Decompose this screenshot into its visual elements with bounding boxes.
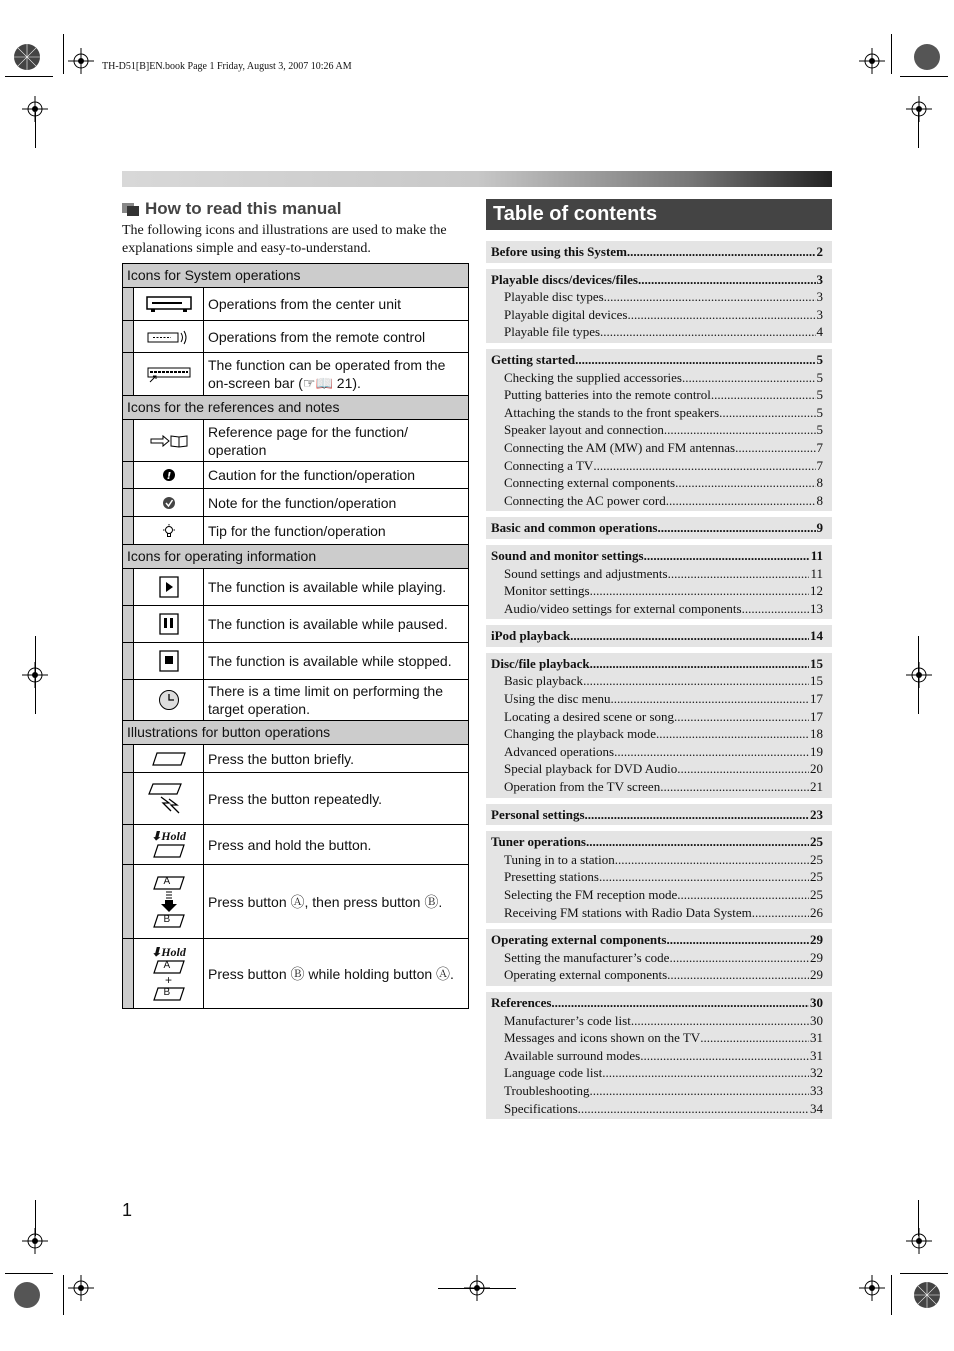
toc-entry-label: Monitor settings (504, 583, 590, 599)
toc-entry-label: Audio/video settings for external components (504, 600, 742, 616)
toc-entry-page: 31 (810, 1047, 823, 1063)
toc-entry-label: Connecting the AM (MW) and FM antennas (504, 439, 736, 455)
table-row (123, 288, 468, 321)
toc-entry-label: Sound and monitor settings (491, 547, 644, 563)
how-to-read-heading (122, 198, 469, 220)
toc-entry-label: Operation from the TV screen (504, 779, 661, 795)
toc-entry-label: iPod playback (491, 628, 571, 644)
center-unit-icon (146, 295, 192, 313)
toc-section (486, 517, 832, 539)
section-header: Illustrations for button operations (123, 721, 468, 745)
toc-entry[interactable] (491, 760, 823, 778)
toc-leader-dots (586, 833, 809, 851)
toc-entry-page: 18 (810, 726, 823, 742)
table-row (123, 773, 468, 825)
toc-entry[interactable] (491, 725, 823, 743)
toc-leader-dots (627, 306, 815, 324)
crosshair-icon (906, 96, 932, 122)
toc-entry-page: 4 (816, 324, 823, 340)
toc-entry-page: 11 (810, 565, 823, 581)
toc-leader-dots (675, 474, 815, 492)
toc-leader-dots (589, 1082, 809, 1100)
toc-section-heading[interactable] (491, 271, 823, 289)
toc-entry-label: Special playback for DVD Audio (504, 761, 678, 777)
row-text: The function is available while stopped. (204, 643, 468, 679)
down-arrow-icon: ⬇ (151, 829, 162, 843)
row-text: Press button Ⓑ while holding button Ⓐ. (204, 939, 468, 1008)
down-arrow-icon: ⬇ (151, 944, 162, 959)
toc-entry[interactable] (491, 886, 823, 904)
toc-entry-page: 29 (810, 932, 823, 948)
toc-entry-page: 7 (816, 439, 823, 455)
toc-section-heading[interactable] (491, 655, 823, 673)
on-screen-bar-icon (146, 364, 192, 384)
registration-disc-icon (13, 1281, 41, 1309)
toc-entry-page: 7 (816, 457, 823, 473)
toc-entry[interactable] (491, 582, 823, 600)
toc-entry-page: 9 (816, 520, 823, 536)
section-header: Icons for the references and notes (123, 396, 468, 420)
toc-leader-dots (660, 778, 809, 796)
section-bullet-icon (122, 202, 140, 216)
play-icon (158, 575, 180, 599)
toc-leader-dots (656, 725, 809, 743)
row-text: Press the button repeatedly. (204, 773, 468, 824)
toc-entry-label: Manufacturer’s code list (504, 1012, 631, 1028)
toc-entry-label: Playable discs/devices/files (491, 271, 638, 287)
toc-entry-label: Connecting external components (504, 475, 676, 491)
toc-leader-dots (719, 404, 815, 422)
toc-leader-dots (742, 600, 809, 618)
row-text: Press the button briefly. (204, 745, 468, 772)
toc-entry[interactable] (491, 474, 823, 492)
toc-entry-label: Attaching the stands to the front speakers (504, 404, 720, 420)
toc-entry[interactable] (491, 672, 823, 690)
row-text: The function is available while playing. (204, 569, 468, 605)
row-text: Caution for the function/operation (204, 462, 468, 488)
toc-leader-dots (677, 760, 809, 778)
registration-disc-icon (913, 1281, 941, 1309)
toc-entry-page: 8 (816, 492, 823, 508)
how-to-read-section (122, 198, 469, 258)
button-a-label: A (163, 959, 171, 971)
toc-entry-page: 11 (810, 547, 823, 563)
button-a-label: A (163, 875, 171, 887)
row-text: Note for the function/operation (204, 489, 468, 516)
row-text: Reference page for the function/ operation (204, 420, 468, 461)
toc-entry-label: Presetting stations (504, 869, 599, 885)
toc-section (486, 241, 832, 263)
crosshair-icon (906, 1228, 932, 1254)
toc-entry[interactable] (491, 1047, 823, 1065)
toc-leader-dots (700, 1029, 809, 1047)
reference-page-icon (149, 433, 189, 449)
toc-leader-dots (590, 582, 809, 600)
remote-control-icon (147, 329, 191, 345)
crosshair-icon (859, 1275, 885, 1301)
section-header: Icons for System operations (123, 264, 468, 288)
toc-entry-label: Tuning in to a station (504, 851, 615, 867)
toc-entry-label: Operating external components (504, 967, 668, 983)
toc-entry[interactable] (491, 690, 823, 708)
toc-section (486, 545, 832, 619)
down-arrow-icon (160, 891, 178, 913)
toc-entry-label: Receiving FM stations with Radio Data System (504, 904, 752, 920)
toc-entry-label: Troubleshooting (504, 1082, 590, 1098)
row-text: Press and hold the button. (204, 825, 468, 864)
tip-icon (162, 524, 176, 538)
hold-label: Hold (161, 944, 186, 959)
toc-section (486, 653, 832, 798)
toc-entry[interactable] (491, 492, 823, 510)
row-text: Tip for the function/operation (204, 517, 468, 544)
toc-entry-page: 25 (810, 851, 823, 867)
toc-leader-dots (593, 457, 815, 475)
registration-disc-icon (13, 43, 41, 71)
toc-entry-label: Connecting the AC power cord (504, 492, 666, 508)
toc-entry[interactable] (491, 778, 823, 796)
toc-entry[interactable] (491, 369, 823, 387)
button-hold-icon (152, 843, 186, 859)
toc-section (486, 929, 832, 986)
toc-entry-page: 8 (816, 475, 823, 491)
toc-leader-dots (602, 1064, 809, 1082)
table-row (123, 517, 468, 545)
caution-icon (162, 468, 176, 482)
toc-section (486, 349, 832, 511)
toc-entry[interactable] (491, 457, 823, 475)
button-press-icon (151, 750, 187, 768)
note-icon (162, 496, 176, 510)
toc-entry-label: Using the disc menu (504, 691, 611, 707)
toc-entry-label: Changing the playback mode (504, 726, 656, 742)
toc-entry-label: References (491, 994, 552, 1010)
toc-entry-page: 2 (816, 244, 823, 259)
toc-leader-dots (638, 271, 816, 289)
toc-leader-dots (735, 439, 815, 457)
toc-entry-label: Speaker layout and connection (504, 422, 664, 438)
toc-section (486, 804, 832, 826)
toc-entry[interactable] (491, 904, 823, 922)
crosshair-icon (906, 662, 932, 688)
toc-section-heading[interactable] (491, 833, 823, 851)
toc-entry-page: 30 (810, 1012, 823, 1028)
toc-entry[interactable] (491, 306, 823, 324)
toc-entry[interactable] (491, 1082, 823, 1100)
toc-section-heading[interactable] (491, 931, 823, 949)
toc-entry-page: 5 (816, 422, 823, 438)
toc-entry[interactable] (491, 1012, 823, 1030)
toc-entry-page: 13 (810, 600, 823, 616)
toc-entry-page: 19 (810, 743, 823, 759)
toc-leader-dots (657, 519, 815, 537)
toc-entry-page: 21 (810, 779, 823, 795)
toc-entry[interactable] (491, 600, 823, 618)
toc-entry-page: 12 (810, 583, 823, 599)
toc-entry[interactable] (491, 1064, 823, 1082)
toc-entry-label: Operating external components (491, 932, 667, 948)
toc-entry-label: Basic and common operations (491, 520, 658, 536)
stop-icon (158, 649, 180, 673)
toc-leader-dots (752, 904, 809, 922)
toc-section (486, 625, 832, 647)
toc-leader-dots (631, 1012, 809, 1030)
toc-leader-dots (585, 806, 809, 824)
toc-entry-page: 29 (810, 967, 823, 983)
toc-leader-dots (677, 886, 809, 904)
toc-section (486, 269, 832, 343)
toc-entry-label: Tuner operations (491, 834, 586, 850)
section-header: Icons for operating information (123, 545, 468, 569)
table-row (123, 321, 468, 353)
book-info: TH-D51[B]EN.book Page 1 Friday, August 3, 2007 10:26 AM (102, 61, 352, 72)
toc-entry[interactable] (491, 288, 823, 306)
toc-entry-page: 5 (816, 369, 823, 385)
toc-entry[interactable] (491, 851, 823, 869)
toc-section (486, 992, 832, 1119)
toc-entry-page: 32 (810, 1065, 823, 1081)
toc-leader-dots (674, 708, 809, 726)
toc-entry[interactable] (491, 386, 823, 404)
toc-entry[interactable] (491, 323, 823, 341)
toc-entry-page: 25 (810, 869, 823, 885)
toc-section-heading[interactable] (491, 547, 823, 565)
toc-entry-label: Language code list (504, 1065, 603, 1081)
toc-entry-page: 15 (810, 673, 823, 689)
toc-entry-page: 29 (810, 949, 823, 965)
header-gradient-bar (122, 171, 832, 187)
toc-entry-page: 31 (810, 1030, 823, 1046)
toc-title: Table of contents (486, 199, 832, 230)
toc-entry-label: Available surround modes (504, 1047, 641, 1063)
crosshair-icon (68, 48, 94, 74)
toc-entry-label: Before using this System (491, 244, 627, 259)
toc-entry-page: 25 (810, 887, 823, 902)
table-row (123, 680, 468, 721)
registration-disc-icon (913, 43, 941, 71)
table-row (123, 865, 468, 939)
toc-entry-label: Specifications (504, 1100, 578, 1116)
toc-entry-label: Locating a desired scene or song (504, 708, 675, 724)
table-row (123, 353, 468, 396)
toc-section-heading[interactable] (491, 243, 823, 261)
toc-entry[interactable] (491, 1100, 823, 1118)
toc-leader-dots (666, 931, 809, 949)
toc-leader-dots (668, 565, 810, 583)
toc-leader-dots (666, 492, 816, 510)
toc-leader-dots (570, 627, 809, 645)
crosshair-icon (68, 1275, 94, 1301)
toc-section-heading[interactable] (491, 351, 823, 369)
toc-entry-page: 3 (816, 306, 823, 322)
toc-entry-page: 34 (810, 1100, 823, 1116)
toc-entry-page: 3 (816, 289, 823, 305)
plus-sign: + (164, 972, 172, 987)
toc-entry[interactable] (491, 439, 823, 457)
toc-leader-dots (611, 690, 809, 708)
toc-entry[interactable] (491, 565, 823, 583)
row-text: There is a time limit on performing the target operation. (204, 680, 468, 720)
how-to-read-intro: The following icons and illustrations are used to make the explanations simple and easy-to-understand. (122, 223, 447, 256)
toc-entry-label: Getting started (491, 351, 576, 367)
table-row (123, 643, 468, 680)
button-b-label: B (163, 986, 171, 998)
row-text: The function can be operated from the on-screen bar (☞📖 21). (204, 353, 468, 395)
row-text: The function is available while paused. (204, 606, 468, 642)
row-text: Operations from the center unit (204, 288, 468, 320)
toc-leader-dots (604, 288, 816, 306)
table-of-contents (486, 241, 832, 1125)
toc-entry[interactable] (491, 966, 823, 984)
toc-leader-dots (667, 966, 809, 984)
row-text: Press button Ⓐ, then press button Ⓑ. (204, 865, 468, 938)
toc-entry-label: Putting batteries into the remote control (504, 387, 711, 403)
button-repeat-icon (147, 781, 191, 817)
toc-leader-dots (614, 743, 809, 761)
toc-leader-dots (640, 1047, 809, 1065)
toc-entry-page: 5 (816, 351, 823, 367)
table-row (123, 420, 468, 462)
toc-leader-dots (627, 243, 816, 261)
icon-legend-table (122, 263, 469, 1009)
toc-entry-label: Selecting the FM reception mode (504, 887, 678, 902)
toc-leader-dots (669, 949, 809, 967)
svg-text:!: ! (166, 471, 171, 482)
toc-entry[interactable] (491, 743, 823, 761)
toc-section-heading[interactable] (491, 806, 823, 824)
button-b-label: B (163, 913, 171, 925)
toc-leader-dots (578, 1100, 809, 1118)
toc-entry-page: 3 (816, 271, 823, 287)
toc-leader-dots (644, 547, 810, 565)
toc-entry-page: 33 (810, 1082, 823, 1098)
toc-entry-page: 25 (810, 834, 823, 850)
table-row (123, 939, 468, 1008)
table-row (123, 569, 468, 606)
toc-entry-label: Setting the manufacturer’s code (504, 949, 670, 965)
toc-entry[interactable] (491, 949, 823, 967)
toc-entry-page: 20 (810, 761, 823, 777)
toc-entry[interactable] (491, 868, 823, 886)
toc-leader-dots (551, 994, 809, 1012)
toc-entry-label: Disc/file playback (491, 655, 590, 671)
table-row (123, 606, 468, 643)
table-row (123, 745, 468, 773)
toc-leader-dots (600, 323, 815, 341)
toc-entry-page: 5 (816, 404, 823, 420)
crosshair-icon (859, 48, 885, 74)
toc-leader-dots (583, 672, 809, 690)
pause-icon (158, 612, 180, 636)
toc-entry-label: Playable disc types (504, 289, 604, 305)
toc-entry-page: 30 (810, 994, 823, 1010)
toc-leader-dots (590, 655, 809, 673)
toc-entry-label: Connecting a TV (504, 457, 594, 473)
toc-entry-label: Sound settings and adjustments (504, 565, 668, 581)
toc-entry-label: Playable digital devices (504, 306, 628, 322)
toc-entry[interactable] (491, 708, 823, 726)
toc-leader-dots (711, 386, 816, 404)
toc-entry[interactable] (491, 421, 823, 439)
hold-label: Hold (161, 829, 186, 843)
toc-entry-label: Advanced operations (504, 743, 615, 759)
toc-entry-page: 17 (810, 708, 823, 724)
toc-section-heading[interactable] (491, 519, 823, 537)
toc-section-heading[interactable] (491, 627, 823, 645)
toc-entry[interactable] (491, 404, 823, 422)
toc-leader-dots (664, 421, 816, 439)
toc-entry-page: 5 (816, 387, 823, 403)
toc-leader-dots (682, 369, 816, 387)
toc-entry-page: 23 (810, 806, 823, 822)
toc-section-heading[interactable] (491, 994, 823, 1012)
how-to-read-title: How to read this manual (145, 199, 342, 218)
row-text: Operations from the remote control (204, 321, 468, 352)
toc-entry[interactable] (491, 1029, 823, 1047)
toc-section (486, 831, 832, 923)
toc-leader-dots (575, 351, 815, 369)
table-row (123, 489, 468, 517)
toc-entry-label: Basic playback (504, 673, 584, 689)
toc-entry-label: Playable file types (504, 324, 601, 340)
toc-entry-label: Messages and icons shown on the TV (504, 1030, 701, 1046)
table-row (123, 825, 468, 865)
toc-leader-dots (599, 868, 809, 886)
toc-entry-label: Checking the supplied accessories (504, 369, 682, 385)
clock-icon (158, 689, 180, 711)
toc-leader-dots (615, 851, 809, 869)
table-row (123, 462, 468, 489)
toc-entry-page: 17 (810, 691, 823, 707)
toc-entry-label: Personal settings (491, 806, 585, 822)
page-number: 1 (122, 1200, 133, 1220)
toc-entry-page: 26 (810, 904, 823, 920)
toc-entry-page: 15 (810, 655, 823, 671)
toc-entry-page: 14 (810, 628, 823, 644)
